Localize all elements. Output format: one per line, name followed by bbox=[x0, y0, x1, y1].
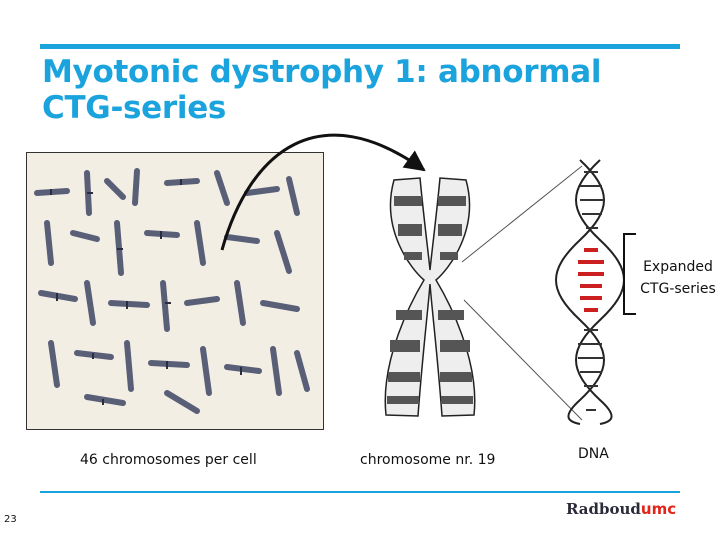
chromosome-caption: chromosome nr. 19 bbox=[360, 452, 496, 468]
footer-rule bbox=[40, 491, 680, 493]
slide-title: Myotonic dystrophy 1: abnormal CTG-series bbox=[42, 54, 602, 126]
karyotype-caption: 46 chromosomes per cell bbox=[80, 452, 257, 468]
logo-text-umc: umc bbox=[640, 500, 677, 518]
expansion-bracket bbox=[624, 234, 636, 314]
expanded-ctg-label-line1: Expanded bbox=[643, 259, 713, 275]
expanded-ctg-label bbox=[636, 256, 720, 300]
expanded-ctg-label-line2: CTG-series bbox=[640, 281, 716, 297]
chromosome-19-drawing bbox=[385, 178, 474, 416]
slide-number: 23 bbox=[4, 514, 17, 525]
dna-caption: DNA bbox=[578, 446, 609, 462]
radboudumc-logo bbox=[566, 500, 676, 518]
dna-helix-drawing bbox=[556, 160, 624, 424]
logo-text-radboud: Radboud bbox=[566, 500, 641, 518]
